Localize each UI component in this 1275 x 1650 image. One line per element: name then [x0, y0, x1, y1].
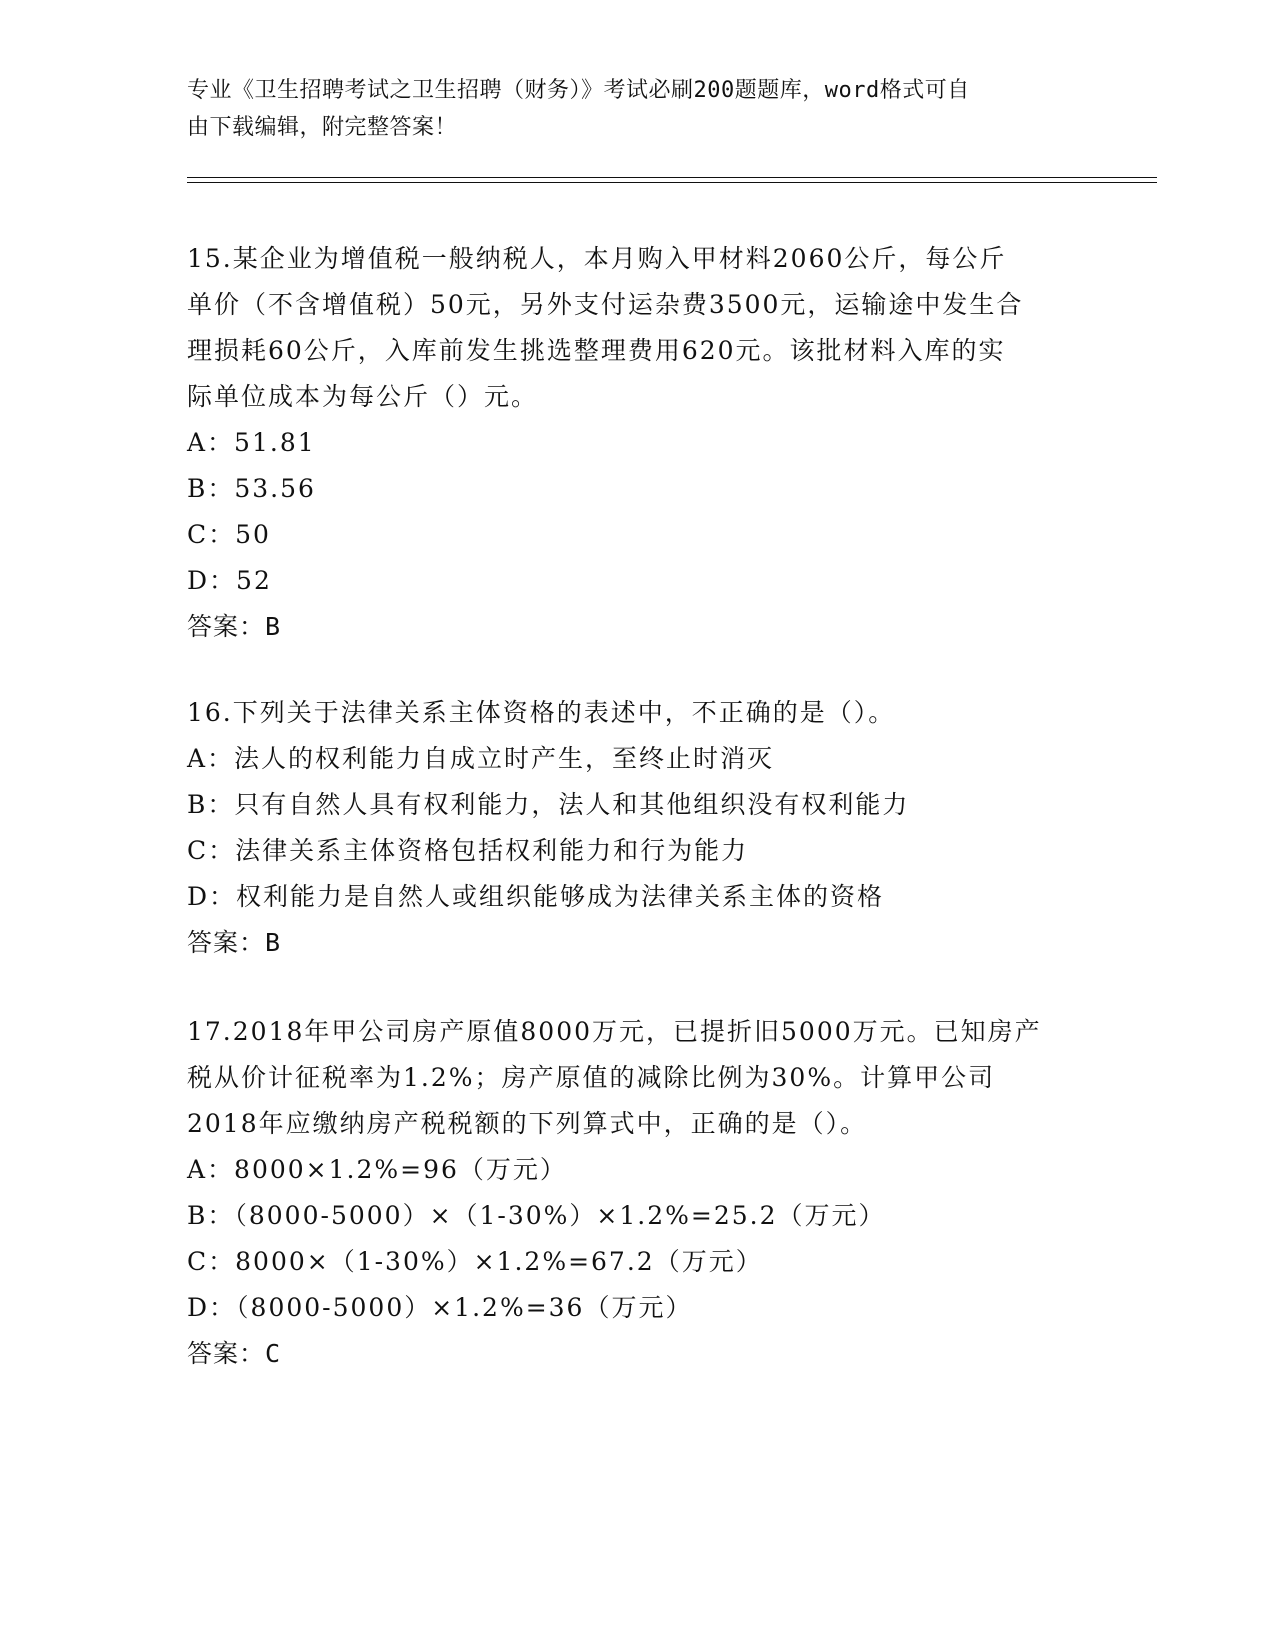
question-stem-line: 2018年应缴纳房产税税额的下列算式中，正确的是（）。	[187, 1109, 868, 1138]
document-header	[187, 72, 1067, 146]
option-a: A：8000×1.2%=96（万元）	[187, 1155, 567, 1184]
option-a: A：51.81	[187, 428, 316, 457]
question-stem-line: 15.某企业为增值税一般纳税人，本月购入甲材料2060公斤，每公斤	[187, 244, 1007, 273]
option-a: A：法人的权利能力自成立时产生，至终止时消灭	[187, 744, 775, 773]
question-17	[187, 1009, 1087, 1377]
option-d: D：权利能力是自然人或组织能够成为法律关系主体的资格	[187, 882, 885, 911]
option-b: B：（8000-5000）×（1-30%）×1.2%=25.2（万元）	[187, 1201, 886, 1230]
answer-line: 答案：B	[187, 928, 282, 957]
option-c: C：50	[187, 520, 271, 549]
question-stem-line: 单价（不含增值税）50元，另外支付运杂费3500元，运输途中发生合	[187, 290, 1024, 319]
question-stem-line: 17.2018年甲公司房产原值8000万元，已提折旧5000万元。已知房产	[187, 1017, 1042, 1046]
option-b: B：53.56	[187, 474, 316, 503]
option-d: D：52	[187, 566, 272, 595]
option-d: D：（8000-5000）×1.2%=36（万元）	[187, 1293, 693, 1322]
answer-line: 答案：C	[187, 1339, 282, 1368]
header-line-2: 由下载编辑，附完整答案！	[187, 115, 458, 140]
header-divider-bottom	[187, 182, 1157, 183]
question-stem-line: 16.下列关于法律关系主体资格的表述中，不正确的是（）。	[187, 698, 896, 727]
question-stem-line: 税从价计征税率为1.2%；房产原值的减除比例为30%。计算甲公司	[187, 1063, 996, 1092]
option-b: B：只有自然人具有权利能力，法人和其他组织没有权利能力	[187, 790, 910, 819]
question-16	[187, 690, 1087, 966]
header-line-1: 专业《卫生招聘考试之卫生招聘（财务）》考试必刷200题题库，word格式可自	[187, 78, 970, 103]
answer-line: 答案：B	[187, 612, 282, 641]
option-c: C：8000×（1-30%）×1.2%=67.2（万元）	[187, 1247, 763, 1276]
question-15	[187, 236, 1087, 650]
question-stem-line: 际单位成本为每公斤（）元。	[187, 382, 539, 411]
question-stem-line: 理损耗60公斤，入库前发生挑选整理费用620元。该批材料入库的实	[187, 336, 1006, 365]
header-divider-top	[187, 177, 1157, 178]
option-c: C：法律关系主体资格包括权利能力和行为能力	[187, 836, 749, 865]
